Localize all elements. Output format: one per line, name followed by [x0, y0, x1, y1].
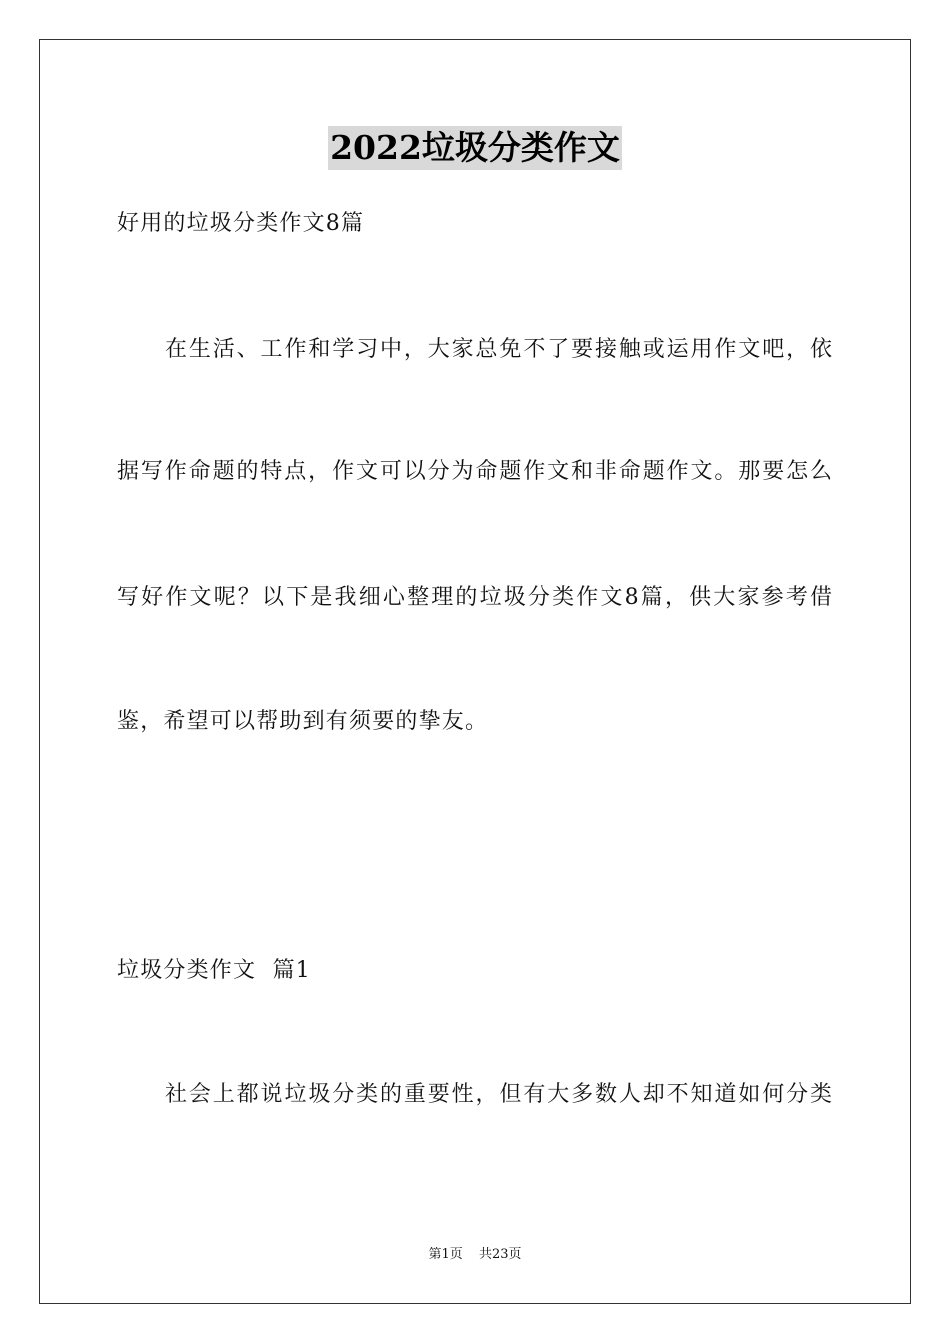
page-footer	[0, 1246, 950, 1264]
total-pages: 共23页	[478, 1247, 522, 1262]
intro-line-4: 鉴，希望可以帮助到有须要的挚友。	[117, 709, 489, 734]
intro-line-2: 据写作命题的特点，作文可以分为命题作文和非命题作文。那要怎么	[117, 459, 832, 484]
section-heading: 垃圾分类作文 篇1	[117, 958, 311, 983]
intro-line-1: 在生活、工作和学习中，大家总免不了要接触或运用作文吧，依	[165, 337, 832, 362]
document-subtitle: 好用的垃圾分类作文8篇	[117, 211, 365, 236]
page-number: 第1页	[428, 1247, 463, 1262]
section-paragraph-line-1: 社会上都说垃圾分类的重要性，但有大多数人却不知道如何分类	[165, 1082, 832, 1107]
document-title: 2022垃圾分类作文	[328, 126, 622, 170]
intro-line-3: 写好作文呢？以下是我细心整理的垃圾分类作文8篇，供大家参考借	[117, 585, 832, 610]
title-container	[0, 126, 950, 170]
